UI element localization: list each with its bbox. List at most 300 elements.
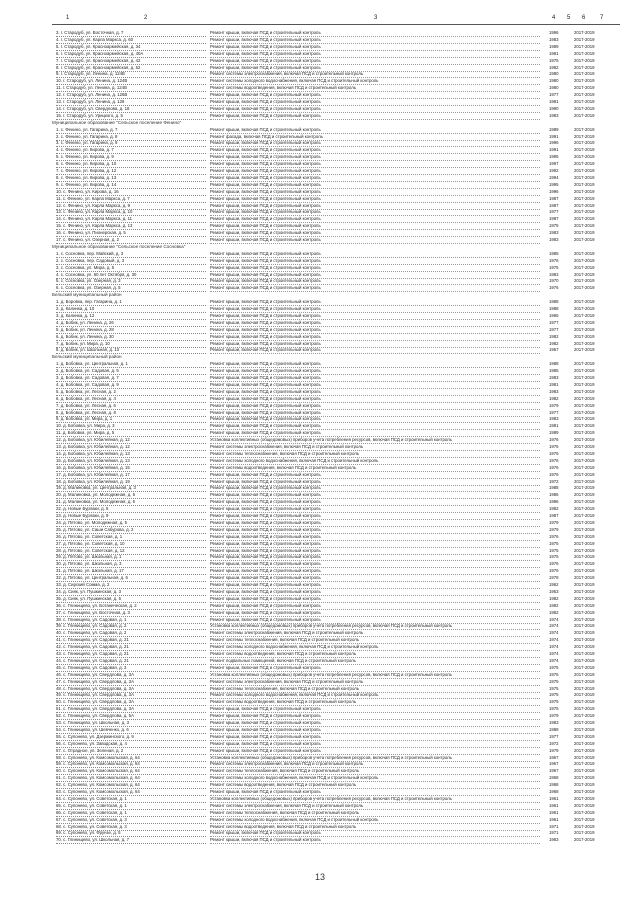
row-period: 2017-2019 bbox=[574, 368, 595, 374]
row-period: 2017-2019 bbox=[574, 795, 595, 801]
row-period: 2017-2019 bbox=[574, 678, 595, 684]
row-work-type: Ремонт крыши, включая ПСД и строительный контроль bbox=[210, 106, 540, 113]
row-period: 2017-2019 bbox=[574, 230, 595, 236]
row-address: 54. с. Глинищево, ул. Шевченко, д. 6 bbox=[56, 727, 206, 734]
row-year-built: 1986 bbox=[549, 499, 559, 505]
row-address: 15. д. Бобовка, ул. Юбилейная, д. 13 bbox=[56, 458, 206, 465]
row-period: 2017-2019 bbox=[574, 533, 595, 539]
row-period: 2017-2019 bbox=[574, 768, 595, 774]
row-address: 7. д. Бобик, ул. Мира, д. 10 bbox=[56, 341, 206, 348]
row-year-built: 1977 bbox=[549, 209, 559, 215]
row-work-type: Ремонт системы электроснабжения, включая ПСД и строительный контроль bbox=[210, 761, 540, 768]
row-period: 2017-2019 bbox=[574, 568, 595, 574]
row-work-type: Ремонт крыши, включая ПСД и строительный контроль bbox=[210, 492, 540, 499]
row-work-type: Ремонт крыши, включая ПСД и строительный контроль bbox=[210, 272, 540, 279]
row-period: 2017-2019 bbox=[574, 174, 595, 180]
row-address: 50. с. Глинищево, ул. Свердлова, д. 3А bbox=[56, 699, 206, 706]
row-work-type: Ремонт системы холодного водоснабжения, включая ПСД и строительный контроль bbox=[210, 775, 540, 782]
row-period: 2017-2019 bbox=[574, 99, 595, 104]
row-period: 2017-2019 bbox=[574, 699, 595, 705]
row-address: 8. д. Бобик, ул. Школьная, д. 13 bbox=[56, 347, 206, 354]
row-address: 68. с. Супонево, ул. Советская, д. 3 bbox=[56, 824, 206, 831]
row-address: 46. с. Глинищево, ул. Свердлова, д. 3А bbox=[56, 672, 206, 679]
row-address: 12. г. Стародуб, ул. Ленина, д. 126В bbox=[56, 92, 206, 99]
row-address: 47. с. Глинищево, ул. Свердлова, д. 3А bbox=[56, 679, 206, 686]
row-address: 33. д. Сирский Сомма, д. 2 bbox=[56, 582, 206, 589]
row-address: 70. с. Глинищево, ул. Школьная, д. 7 bbox=[56, 837, 206, 844]
row-work-type: Ремонт крыши, включая ПСД и строительный контроль bbox=[210, 382, 540, 389]
row-work-type: Ремонт крыши, включая ПСД и строительный контроль bbox=[210, 506, 540, 513]
row-work-type: Ремонт системы холодного водоснабжения, включая ПСД и строительный контроль bbox=[210, 78, 540, 85]
row-period: 2017-2019 bbox=[574, 499, 595, 505]
row-year-built: 1976 bbox=[549, 450, 559, 456]
row-work-type: Ремонт крыши, включая ПСД и строительный контроль bbox=[210, 837, 540, 844]
row-address: 60. с. Супонево, ул. Комсомольская, д. 64 bbox=[56, 768, 206, 775]
row-year-built: 1983 bbox=[549, 271, 559, 277]
row-year-built: 1979 bbox=[549, 713, 559, 719]
row-period: 2017-2019 bbox=[574, 733, 595, 739]
row-period: 2017-2019 bbox=[574, 92, 595, 98]
row-work-type: Ремонт системы холодного водоснабжения, включая ПСД и строительный контроль bbox=[210, 692, 540, 699]
row-period: 2017-2019 bbox=[574, 71, 595, 77]
row-work-type: Ремонт крыши, включая ПСД и строительный контроль bbox=[210, 720, 540, 727]
column-header-2: 2 bbox=[144, 15, 148, 21]
row-address: 2. с. Фенино, ул. Гагарина, д. 8 bbox=[56, 134, 206, 141]
row-period: 2017-2019 bbox=[574, 492, 595, 498]
row-year-built: 1976 bbox=[549, 457, 559, 463]
row-year-built: 1985 bbox=[549, 368, 559, 374]
row-period: 2017-2019 bbox=[574, 651, 595, 656]
row-year-built: 1965 bbox=[549, 312, 559, 318]
row-work-type: Ремонт крыши, включая ПСД и строительный контроль bbox=[210, 513, 540, 520]
section-heading: Бельский муниципальный район bbox=[52, 292, 122, 298]
row-address: 65. с. Супонево, ул. Советская, д. 1 bbox=[56, 803, 206, 810]
row-year-built: 1971 bbox=[549, 830, 559, 836]
row-work-type: Ремонт системы теплоснабжения, включая ПСД и строительный контроль bbox=[210, 686, 540, 693]
row-period: 2017-2019 bbox=[574, 78, 595, 84]
row-year-built: 1992 bbox=[549, 168, 559, 173]
row-work-type: Ремонт крыши, включая ПСД и строительный контроль bbox=[210, 285, 540, 292]
row-work-type: Ремонт крыши, включая ПСД и строительный контроль bbox=[210, 575, 540, 582]
row-period: 2017-2019 bbox=[574, 64, 595, 70]
row-year-built: 1982 bbox=[549, 340, 559, 346]
row-address: 18. д. Бобовка, ул. Юбилейная, д. 19 bbox=[56, 479, 206, 486]
row-year-built: 1968 bbox=[549, 789, 559, 794]
row-year-built: 1988 bbox=[549, 485, 559, 491]
row-work-type: Ремонт крыши, включая ПСД и строительный контроль bbox=[210, 830, 540, 837]
row-address: 1. д. Боровка, пер. Гагарина, д. 1 bbox=[56, 299, 206, 306]
row-year-built: 1986 bbox=[549, 492, 559, 498]
row-period: 2017-2019 bbox=[574, 692, 595, 698]
row-address: 12. с. Фенино, ул. Карла Маркса, д. 9 bbox=[56, 203, 206, 210]
row-period: 2017-2019 bbox=[574, 278, 595, 284]
row-year-built: 1989 bbox=[549, 43, 559, 49]
row-work-type: Установка коллективных (общедомовых) приборов учета потребления ресурсов, включая ПСД и строительный контроль bbox=[210, 437, 540, 444]
row-year-built: 1983 bbox=[549, 375, 559, 380]
row-work-type: Ремонт крыши, включая ПСД и строительный контроль bbox=[210, 299, 540, 306]
row-year-built: 1961 bbox=[549, 816, 559, 822]
row-work-type: Ремонт крыши, включая ПСД и строительный контроль bbox=[210, 223, 540, 230]
row-period: 2017-2019 bbox=[574, 547, 595, 553]
row-address: 13. г. Стародуб, ул. Ленина, д. 128 bbox=[56, 99, 206, 106]
row-period: 2017-2019 bbox=[574, 761, 595, 767]
row-year-built: 1979 bbox=[549, 402, 559, 408]
row-year-built: 1968 bbox=[549, 775, 559, 781]
row-work-type: Ремонт крыши, включая ПСД и строительный контроль bbox=[210, 92, 540, 99]
row-year-built: 1983 bbox=[549, 112, 559, 118]
row-year-built: 1974 bbox=[549, 630, 559, 636]
row-period: 2017-2019 bbox=[574, 444, 595, 449]
row-work-type: Ремонт крыши, включая ПСД и строительный контроль bbox=[210, 278, 540, 285]
row-work-type: Ремонт системы водоотведения, включая ПСД и строительный контроль bbox=[210, 782, 540, 789]
row-period: 2017-2019 bbox=[574, 789, 595, 794]
row-period: 2017-2019 bbox=[574, 375, 595, 380]
row-period: 2017-2019 bbox=[574, 168, 595, 173]
row-work-type: Ремонт крыши, включая ПСД и строительный контроль bbox=[210, 127, 540, 134]
row-address: 44. с. Глинищево, ул. Садовая, д. 21 bbox=[56, 658, 206, 665]
row-address: 57. с. Отрадное, ул. Зеленая, д. 2 bbox=[56, 748, 206, 755]
row-period: 2017-2019 bbox=[574, 623, 595, 629]
row-work-type: Ремонт крыши, включая ПСД и строительный контроль bbox=[210, 216, 540, 223]
row-address: 1. с. Фенино, ул. Гагарина, д. 7 bbox=[56, 127, 206, 134]
row-year-built: 1985 bbox=[549, 250, 559, 256]
column-header-7: 7 bbox=[600, 15, 604, 21]
row-address: 1. д. Бобовка, ул. Центральная, д. 1 bbox=[56, 361, 206, 368]
row-year-built: 1988 bbox=[549, 361, 559, 367]
row-period: 2017-2019 bbox=[574, 630, 595, 636]
row-work-type: Ремонт крыши, включая ПСД и строительный контроль bbox=[210, 237, 540, 244]
row-address: 21. д. Малиновка, ул. Молодежная, д. 6 bbox=[56, 499, 206, 506]
row-period: 2017-2019 bbox=[574, 437, 595, 443]
row-year-built: 1968 bbox=[549, 782, 559, 788]
row-address: 14. д. Бобовка, ул. Юбилейная, д. 13 bbox=[56, 451, 206, 458]
row-period: 2017-2019 bbox=[574, 747, 595, 753]
row-period: 2017-2019 bbox=[574, 154, 595, 160]
row-period: 2017-2019 bbox=[574, 740, 595, 746]
row-work-type: Ремонт системы теплоснабжения, включая ПСД и строительный контроль bbox=[210, 768, 540, 775]
row-address: 7. д. Бобовка, ул. Лесная, д. 6 bbox=[56, 403, 206, 410]
row-year-built: 1977 bbox=[549, 319, 559, 325]
row-year-built: 1983 bbox=[549, 388, 559, 394]
row-address: 63. с. Супонево, ул. Комсомольская, д. 64 bbox=[56, 789, 206, 796]
row-year-built: 1979 bbox=[549, 526, 559, 532]
row-address: 13. с. Фенино, ул. Карла Маркса, д. 10 bbox=[56, 209, 206, 216]
row-year-built: 1994 bbox=[549, 174, 559, 180]
row-work-type: Ремонт крыши, включая ПСД и строительный контроль bbox=[210, 347, 540, 354]
row-period: 2017-2019 bbox=[574, 195, 595, 201]
row-work-type: Ремонт крыши, включая ПСД и строительный контроль bbox=[210, 313, 540, 320]
row-period: 2017-2019 bbox=[574, 457, 595, 463]
row-period: 2017-2019 bbox=[574, 126, 595, 132]
row-work-type: Ремонт крыши, включая ПСД и строительный контроль bbox=[210, 561, 540, 568]
row-year-built: 1981 bbox=[549, 423, 559, 429]
row-work-type: Ремонт крыши, включая ПСД и строительный контроль bbox=[210, 182, 540, 189]
row-address: 5. д. Бобовка, ул. Лесная, д. 2 bbox=[56, 389, 206, 396]
row-period: 2017-2019 bbox=[574, 802, 595, 808]
row-period: 2017-2019 bbox=[574, 402, 595, 408]
row-work-type: Ремонт крыши, включая ПСД и строительный контроль bbox=[210, 113, 540, 120]
row-address: 35. д. Сияк, ул. Пушкинская, д. 5 bbox=[56, 596, 206, 603]
row-address: 69. с. Супонево, ул. Фрунзе, д. 5 bbox=[56, 830, 206, 837]
row-period: 2017-2019 bbox=[574, 637, 595, 643]
row-year-built: 1982 bbox=[549, 333, 559, 339]
row-address: 30. д. Пятово, ул. Школьная, д. 3 bbox=[56, 561, 206, 568]
table-row bbox=[52, 347, 620, 354]
row-year-built: 1967 bbox=[549, 754, 559, 760]
row-work-type: Ремонт крыши, включая ПСД и строительный контроль bbox=[210, 154, 540, 161]
row-year-built: 1970 bbox=[549, 278, 559, 284]
column-header-1: 1 bbox=[66, 15, 70, 21]
row-address: 27. д. Пятово, ул. Советская, д. 10 bbox=[56, 541, 206, 548]
row-work-type: Ремонт крыши, включая ПСД и строительный контроль bbox=[210, 196, 540, 203]
row-period: 2017-2019 bbox=[574, 312, 595, 318]
row-year-built: 1976 bbox=[549, 561, 559, 567]
row-work-type: Ремонт системы водоотведения, включая ПСД и строительный контроль bbox=[210, 85, 540, 92]
page-number: 13 bbox=[314, 872, 325, 882]
row-work-type: Ремонт системы электроснабжения, включая ПСД и строительный контроль bbox=[210, 630, 540, 637]
row-work-type: Ремонт крыши, включая ПСД и строительный контроль bbox=[210, 306, 540, 313]
row-period: 2017-2019 bbox=[574, 216, 595, 222]
row-address: 36. с. Глинищево, ул. Ботаническая, д. 2 bbox=[56, 603, 206, 610]
row-work-type: Установка коллективных (общедомовых) приборов учета потребления ресурсов, включая ПСД и строительный контроль bbox=[210, 623, 540, 630]
row-year-built: 1974 bbox=[549, 616, 559, 622]
row-work-type: Ремонт крыши, включая ПСД и строительный контроль bbox=[210, 734, 540, 741]
row-address: 1. с. Сосновка, пер. Майский, д. 3 bbox=[56, 251, 206, 258]
row-period: 2017-2019 bbox=[574, 250, 595, 256]
row-year-built: 1974 bbox=[549, 657, 559, 663]
column-header-3: 3 bbox=[374, 15, 378, 21]
row-period: 2017-2019 bbox=[574, 726, 595, 732]
row-year-built: 1982 bbox=[549, 506, 559, 512]
row-work-type: Ремонт крыши, включая ПСД и строительный контроль bbox=[210, 168, 540, 175]
row-period: 2017-2019 bbox=[574, 395, 595, 401]
row-address: 6. с. Фенино, ул. Кирова, д. 10 bbox=[56, 161, 206, 168]
row-address: 37. с. Глинищево, ул. Восточная, д. 3 bbox=[56, 610, 206, 617]
row-work-type: Ремонт крыши, включая ПСД и строительный контроль bbox=[210, 230, 540, 237]
row-period: 2017-2019 bbox=[574, 464, 595, 470]
row-year-built: 1981 bbox=[549, 99, 559, 104]
row-work-type: Ремонт крыши, включая ПСД и строительный контроль bbox=[210, 58, 540, 65]
row-work-type: Ремонт крыши, включая ПСД и строительный контроль bbox=[210, 534, 540, 541]
row-work-type: Ремонт системы теплоснабжения, включая ПСД и строительный контроль bbox=[210, 637, 540, 644]
row-address: 5. с. Сосновка, ул. Озерная, д. 3 bbox=[56, 278, 206, 285]
row-year-built: 1975 bbox=[549, 706, 559, 712]
row-work-type: Ремонт крыши, включая ПСД и строительный контроль bbox=[210, 589, 540, 596]
row-address: 15. с. Фенино, ул. Карла Маркса, д. 13 bbox=[56, 223, 206, 230]
row-work-type: Ремонт крыши, включая ПСД и строительный контроль bbox=[210, 410, 540, 417]
row-address: 32. д. Пятово, ул. Центральная, д. 6 bbox=[56, 575, 206, 582]
row-period: 2017-2019 bbox=[574, 671, 595, 677]
row-period: 2017-2019 bbox=[574, 257, 595, 263]
row-work-type: Установка коллективных (общедомовых) приборов учета потребления ресурсов, включая ПСД и строительный контроль bbox=[210, 672, 540, 679]
row-address: 3. д. Бобовка, ул. Садовая, д. 7 bbox=[56, 375, 206, 382]
row-address: 2. д. Бобовка, ул. Садовая, д. 5 bbox=[56, 368, 206, 375]
row-year-built: 1989 bbox=[549, 126, 559, 132]
row-period: 2017-2019 bbox=[574, 657, 595, 663]
row-work-type: Ремонт крыши, включая ПСД и строительный контроль bbox=[210, 51, 540, 58]
row-year-built: 1983 bbox=[549, 36, 559, 42]
row-year-built: 1976 bbox=[549, 568, 559, 574]
row-year-built: 1987 bbox=[549, 202, 559, 208]
row-year-built: 1983 bbox=[549, 837, 559, 843]
row-address: 59. с. Супонево, ул. Комсомольская, д. 64 bbox=[56, 761, 206, 768]
row-address: 55. с. Супонево, ул. Дзержинского, д. 9 bbox=[56, 734, 206, 741]
row-address: 51. с. Глинищево, ул. Свердлова, д. 3А bbox=[56, 706, 206, 713]
row-year-built: 1976 bbox=[549, 533, 559, 539]
row-period: 2017-2019 bbox=[574, 306, 595, 311]
row-address: 28. д. Пятово, ул. Советская, д. 12 bbox=[56, 548, 206, 555]
row-period: 2017-2019 bbox=[574, 202, 595, 208]
row-period: 2017-2019 bbox=[574, 57, 595, 63]
row-period: 2017-2019 bbox=[574, 823, 595, 829]
row-period: 2017-2019 bbox=[574, 237, 595, 242]
row-work-type: Ремонт крыши, включая ПСД и строительный контроль bbox=[210, 727, 540, 734]
row-work-type: Ремонт фасада, включая ПСД и строительный контроль bbox=[210, 134, 540, 141]
row-period: 2017-2019 bbox=[574, 526, 595, 532]
row-work-type: Ремонт крыши, включая ПСД и строительный контроль bbox=[210, 479, 540, 486]
row-period: 2017-2019 bbox=[574, 602, 595, 608]
row-period: 2017-2019 bbox=[574, 409, 595, 415]
row-year-built: 1975 bbox=[549, 554, 559, 560]
row-year-built: 1982 bbox=[549, 595, 559, 601]
row-address: 25. д. Пятово, ул. Саши Сабурова, д. 2 bbox=[56, 527, 206, 534]
row-work-type: Ремонт крыши, включая ПСД и строительный контроль bbox=[210, 189, 540, 196]
row-period: 2017-2019 bbox=[574, 133, 595, 139]
row-work-type: Ремонт крыши, включая ПСД и строительный контроль bbox=[210, 416, 540, 423]
row-period: 2017-2019 bbox=[574, 140, 595, 146]
row-year-built: 1961 bbox=[549, 802, 559, 808]
row-year-built: 1991 bbox=[549, 147, 559, 153]
row-year-built: 1982 bbox=[549, 395, 559, 401]
row-address: 4. д. Бобик, ул. Ленина, д. 26 bbox=[56, 320, 206, 327]
table-row bbox=[52, 285, 620, 292]
row-address: 4. с. Фенино, ул. Кирова, д. 7 bbox=[56, 147, 206, 154]
row-address: 14. с. Фенино, ул. Карла Маркса, д. 11 bbox=[56, 216, 206, 223]
row-period: 2017-2019 bbox=[574, 430, 595, 436]
row-period: 2017-2019 bbox=[574, 271, 595, 277]
row-period: 2017-2019 bbox=[574, 664, 595, 670]
row-work-type: Ремонт крыши, включая ПСД и строительный контроль bbox=[210, 610, 540, 617]
row-address: 58. с. Супонево, ул. Комсомольская, д. 64 bbox=[56, 755, 206, 762]
column-header-5: 5 bbox=[567, 15, 571, 21]
row-work-type: Ремонт системы электроснабжения, включая ПСД и строительный контроль bbox=[210, 71, 540, 78]
row-work-type: Ремонт системы водоотведения, включая ПСД и строительный контроль bbox=[210, 465, 540, 472]
row-year-built: 1972 bbox=[549, 740, 559, 746]
row-period: 2017-2019 bbox=[574, 50, 595, 56]
row-address: 9. с. Фенино, ул. Кирова, д. 14 bbox=[56, 182, 206, 189]
row-period: 2017-2019 bbox=[574, 416, 595, 422]
row-address: 9. д. Бобовка, ул. Мира, д. 1 bbox=[56, 416, 206, 423]
table-row bbox=[52, 837, 620, 844]
row-work-type: Ремонт крыши, включая ПСД и строительный контроль bbox=[210, 568, 540, 575]
row-year-built: 1983 bbox=[549, 720, 559, 725]
row-work-type: Ремонт крыши, включая ПСД и строительный контроль bbox=[210, 403, 540, 410]
row-period: 2017-2019 bbox=[574, 609, 595, 615]
row-period: 2017-2019 bbox=[574, 223, 595, 229]
row-year-built: 1962 bbox=[549, 582, 559, 587]
row-address: 10. г. Стародуб, ул. Ленина, д. 124В bbox=[56, 78, 206, 85]
row-year-built: 1983 bbox=[549, 237, 559, 242]
row-address: 13. д. Бобовка, ул. Юбилейная, д. 12 bbox=[56, 444, 206, 451]
row-year-built: 1976 bbox=[549, 257, 559, 263]
row-address: 5. д. Бобик, ул. Ленина, д. 28 bbox=[56, 327, 206, 334]
row-work-type: Ремонт системы водоотведения, включая ПСД и строительный контроль bbox=[210, 699, 540, 706]
row-address: 20. д. Малиновка, ул. Молодежная, д. 5 bbox=[56, 492, 206, 499]
row-work-type: Ремонт крыши, включая ПСД и строительный контроль bbox=[210, 203, 540, 210]
row-period: 2017-2019 bbox=[574, 816, 595, 822]
row-year-built: 1976 bbox=[549, 437, 559, 443]
row-address: 11. г. Стародуб, ул. Ленина, д. 124В bbox=[56, 85, 206, 92]
row-address: 5. с. Фенино, ул. Кирова, д. 9 bbox=[56, 154, 206, 161]
row-work-type: Ремонт крыши, включая ПСД и строительный контроль bbox=[210, 499, 540, 506]
row-work-type: Ремонт крыши, включая ПСД и строительный контроль bbox=[210, 713, 540, 720]
row-period: 2017-2019 bbox=[574, 837, 595, 843]
row-period: 2017-2019 bbox=[574, 809, 595, 815]
row-work-type: Ремонт системы холодного водоснабжения, включая ПСД и строительный контроль bbox=[210, 644, 540, 651]
row-work-type: Ремонт крыши, включая ПСД и строительный контроль bbox=[210, 548, 540, 555]
row-address: 48. с. Глинищево, ул. Свердлова, д. 3А bbox=[56, 686, 206, 693]
row-address: 11. с. Фенино, ул. Карла Маркса, д. 7 bbox=[56, 196, 206, 203]
row-year-built: 1988 bbox=[549, 299, 559, 305]
row-address: 40. с. Глинищево, ул. Садовая, д. 2 bbox=[56, 630, 206, 637]
row-work-type: Ремонт системы водоотведения, включая ПСД и строительный контроль bbox=[210, 651, 540, 658]
row-work-type: Ремонт крыши, включая ПСД и строительный контроль bbox=[210, 665, 540, 672]
row-year-built: 1972 bbox=[549, 478, 559, 484]
row-year-built: 1977 bbox=[549, 733, 559, 739]
row-address: 15. г. Стародуб, ул. Урицкого, д. 5 bbox=[56, 113, 206, 120]
row-period: 2017-2019 bbox=[574, 423, 595, 429]
row-address: 2. д. Калинка, д. 10 bbox=[56, 306, 206, 313]
row-year-built: 1987 bbox=[549, 513, 559, 518]
row-year-built: 1997 bbox=[549, 161, 559, 167]
row-work-type: Ремонт крыши, включая ПСД и строительный контроль bbox=[210, 396, 540, 403]
row-year-built: 1977 bbox=[549, 409, 559, 415]
row-period: 2017-2019 bbox=[574, 43, 595, 49]
row-work-type: Ремонт системы электроснабжения, включая ПСД и строительный контроль bbox=[210, 803, 540, 810]
row-period: 2017-2019 bbox=[574, 506, 595, 512]
row-address: 17. д. Бобовка, ул. Юбилейная, д. 17 bbox=[56, 472, 206, 479]
row-year-built: 1991 bbox=[549, 133, 559, 139]
row-period: 2017-2019 bbox=[574, 209, 595, 215]
row-period: 2017-2019 bbox=[574, 713, 595, 719]
row-work-type: Ремонт крыши, включая ПСД и строительный контроль bbox=[210, 265, 540, 272]
row-year-built: 1975 bbox=[549, 671, 559, 677]
row-year-built: 1982 bbox=[549, 609, 559, 615]
row-period: 2017-2019 bbox=[574, 299, 595, 305]
row-year-built: 1979 bbox=[549, 747, 559, 753]
row-period: 2017-2019 bbox=[574, 485, 595, 491]
row-period: 2017-2019 bbox=[574, 754, 595, 760]
row-work-type: Ремонт крыши, включая ПСД и строительный контроль bbox=[210, 37, 540, 44]
row-period: 2017-2019 bbox=[574, 685, 595, 691]
row-address: 19. д. Малиновка, ул. Центральная, д. 3 bbox=[56, 485, 206, 492]
row-address: 6. д. Бобик, ул. Ленина, д. 30 bbox=[56, 334, 206, 341]
row-period: 2017-2019 bbox=[574, 188, 595, 194]
row-work-type: Ремонт крыши, включая ПСД и строительный контроль bbox=[210, 175, 540, 182]
row-address: 4. д. Бобовка, ул. Садовая, д. 9 bbox=[56, 382, 206, 389]
row-year-built: 1990 bbox=[549, 105, 559, 111]
row-year-built: 1961 bbox=[549, 809, 559, 815]
row-work-type: Ремонт крыши, включая ПСД и строительный контроль bbox=[210, 748, 540, 755]
row-work-type: Ремонт крыши, включая ПСД и строительный контроль bbox=[210, 341, 540, 348]
row-address: 64. с. Супонево, ул. Советская, д. 1 bbox=[56, 796, 206, 803]
row-year-built: 1987 bbox=[549, 216, 559, 222]
row-year-built: 1978 bbox=[549, 575, 559, 581]
row-year-built: 1967 bbox=[549, 347, 559, 353]
row-work-type: Ремонт системы водоотведения, включая ПСД и строительный контроль bbox=[210, 824, 540, 831]
row-address: 31. д. Пятово, ул. Школьная, д. 17 bbox=[56, 568, 206, 575]
row-address: 10. с. Фенино, ул. Кирова, д. 16 bbox=[56, 189, 206, 196]
